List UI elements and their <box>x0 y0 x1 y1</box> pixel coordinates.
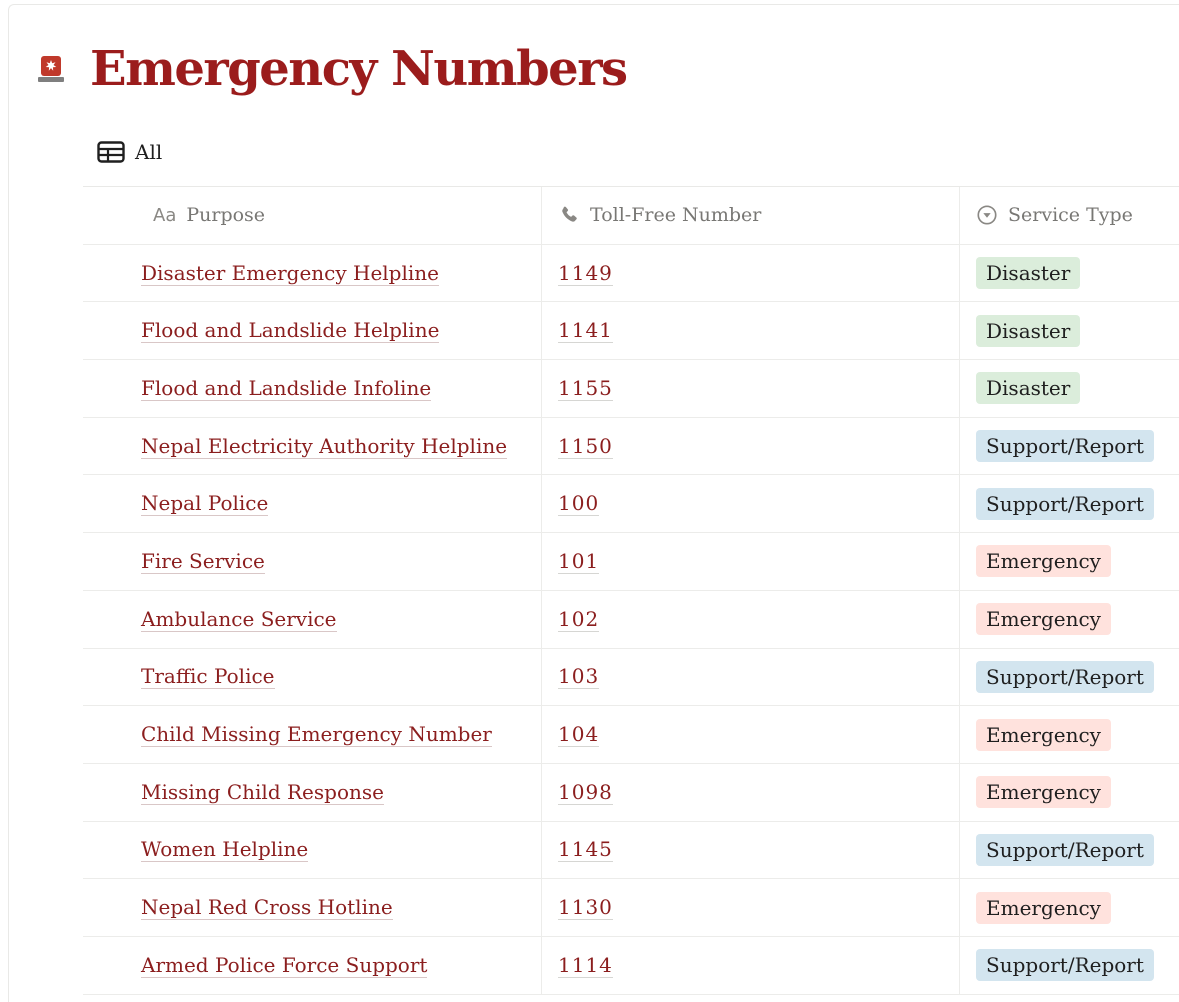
purpose-link[interactable]: Traffic Police <box>141 664 275 689</box>
table-row[interactable] <box>83 360 1179 418</box>
table-row[interactable] <box>83 937 1179 995</box>
purpose-cell[interactable] <box>83 937 542 994</box>
column-header-label: Purpose <box>186 204 266 227</box>
service-type-tag: Disaster <box>976 372 1080 404</box>
number-cell[interactable] <box>542 649 960 706</box>
table-icon <box>97 141 125 163</box>
phone-number[interactable]: 1098 <box>558 779 613 804</box>
service-type-cell[interactable] <box>960 245 1179 302</box>
number-cell[interactable] <box>542 245 960 302</box>
table-row[interactable] <box>83 706 1179 764</box>
table-row[interactable] <box>83 591 1179 649</box>
phone-number[interactable]: 1114 <box>558 952 613 977</box>
purpose-cell[interactable] <box>83 360 542 417</box>
service-type-tag: Disaster <box>976 257 1080 289</box>
siren-icon[interactable] <box>36 52 66 86</box>
table-row[interactable] <box>83 302 1179 360</box>
table-header-row <box>83 187 1179 245</box>
view-tab-all[interactable] <box>97 137 162 167</box>
service-type-tag: Support/Report <box>976 661 1154 693</box>
service-type-tag: Support/Report <box>976 488 1154 520</box>
number-cell[interactable] <box>542 302 960 359</box>
purpose-cell[interactable] <box>83 245 542 302</box>
service-type-tag: Support/Report <box>976 949 1154 981</box>
purpose-cell[interactable] <box>83 879 542 936</box>
phone-number[interactable]: 1130 <box>558 895 613 920</box>
purpose-link[interactable]: Flood and Landslide Helpline <box>141 318 440 343</box>
service-type-cell[interactable] <box>960 475 1179 532</box>
purpose-link[interactable]: Nepal Electricity Authority Helpline <box>141 433 508 458</box>
page-header <box>36 36 627 102</box>
phone-number[interactable]: 100 <box>558 491 600 516</box>
phone-number[interactable]: 1141 <box>558 318 613 343</box>
phone-number[interactable]: 1155 <box>558 375 613 400</box>
column-header-label: Toll-Free Number <box>590 204 762 227</box>
service-type-cell[interactable] <box>960 591 1179 648</box>
table-row[interactable] <box>83 879 1179 937</box>
purpose-cell[interactable] <box>83 591 542 648</box>
service-type-tag: Emergency <box>976 892 1111 924</box>
service-type-cell[interactable] <box>960 360 1179 417</box>
table-body <box>83 245 1179 995</box>
service-type-cell[interactable] <box>960 822 1179 879</box>
purpose-cell[interactable] <box>83 822 542 879</box>
table-row[interactable] <box>83 649 1179 707</box>
purpose-link[interactable]: Ambulance Service <box>141 606 337 631</box>
number-cell[interactable] <box>542 822 960 879</box>
number-cell[interactable] <box>542 360 960 417</box>
number-cell[interactable] <box>542 937 960 994</box>
table-row[interactable] <box>83 822 1179 880</box>
table-row[interactable] <box>83 475 1179 533</box>
service-type-cell[interactable] <box>960 879 1179 936</box>
number-cell[interactable] <box>542 706 960 763</box>
phone-number[interactable]: 102 <box>558 606 600 631</box>
service-type-tag: Emergency <box>976 603 1111 635</box>
text-property-icon: Aa <box>153 204 177 226</box>
service-type-cell[interactable] <box>960 649 1179 706</box>
number-cell[interactable] <box>542 591 960 648</box>
phone-number[interactable]: 1145 <box>558 837 613 862</box>
service-type-cell[interactable] <box>960 937 1179 994</box>
service-type-tag: Disaster <box>976 315 1080 347</box>
phone-number[interactable]: 1149 <box>558 260 613 285</box>
emergency-table <box>83 186 1179 995</box>
service-type-tag: Emergency <box>976 719 1111 751</box>
page-title: Emergency Numbers <box>90 41 627 97</box>
phone-number[interactable]: 101 <box>558 548 600 573</box>
purpose-cell[interactable] <box>83 649 542 706</box>
phone-number[interactable]: 104 <box>558 722 600 747</box>
table-row[interactable] <box>83 245 1179 303</box>
phone-number[interactable]: 1150 <box>558 433 613 458</box>
purpose-link[interactable]: Child Missing Emergency Number <box>141 722 492 747</box>
phone-number[interactable]: 103 <box>558 664 600 689</box>
service-type-cell[interactable] <box>960 764 1179 821</box>
service-type-cell[interactable] <box>960 533 1179 590</box>
purpose-cell[interactable] <box>83 418 542 475</box>
phone-icon <box>558 204 580 226</box>
purpose-link[interactable]: Nepal Red Cross Hotline <box>141 895 393 920</box>
service-type-tag: Support/Report <box>976 834 1154 866</box>
column-header-number[interactable] <box>542 187 960 244</box>
column-header-service-type[interactable] <box>960 187 1179 244</box>
service-type-tag: Support/Report <box>976 430 1154 462</box>
service-type-cell[interactable] <box>960 706 1179 763</box>
column-header-label: Service Type <box>1008 204 1133 227</box>
purpose-link[interactable]: Flood and Landslide Infoline <box>141 375 432 400</box>
purpose-cell[interactable] <box>83 302 542 359</box>
service-type-cell[interactable] <box>960 302 1179 359</box>
purpose-link[interactable]: Nepal Police <box>141 491 269 516</box>
view-tab-label: All <box>135 140 163 164</box>
service-type-tag: Emergency <box>976 776 1111 808</box>
select-property-icon <box>976 204 998 226</box>
purpose-cell[interactable] <box>83 706 542 763</box>
purpose-link[interactable]: Missing Child Response <box>141 779 384 804</box>
table-row[interactable] <box>83 764 1179 822</box>
table-row[interactable] <box>83 418 1179 476</box>
purpose-cell[interactable] <box>83 475 542 532</box>
service-type-tag: Emergency <box>976 545 1111 577</box>
number-cell[interactable] <box>542 418 960 475</box>
number-cell[interactable] <box>542 533 960 590</box>
purpose-link[interactable]: Disaster Emergency Helpline <box>141 260 439 285</box>
number-cell[interactable] <box>542 475 960 532</box>
number-cell[interactable] <box>542 879 960 936</box>
purpose-cell[interactable] <box>83 533 542 590</box>
purpose-link[interactable]: Women Helpline <box>141 837 309 862</box>
purpose-cell[interactable] <box>83 764 542 821</box>
table-row[interactable] <box>83 533 1179 591</box>
purpose-link[interactable]: Armed Police Force Support <box>141 952 428 977</box>
service-type-cell[interactable] <box>960 418 1179 475</box>
number-cell[interactable] <box>542 764 960 821</box>
purpose-link[interactable]: Fire Service <box>141 548 265 573</box>
column-header-purpose[interactable] <box>83 187 542 244</box>
